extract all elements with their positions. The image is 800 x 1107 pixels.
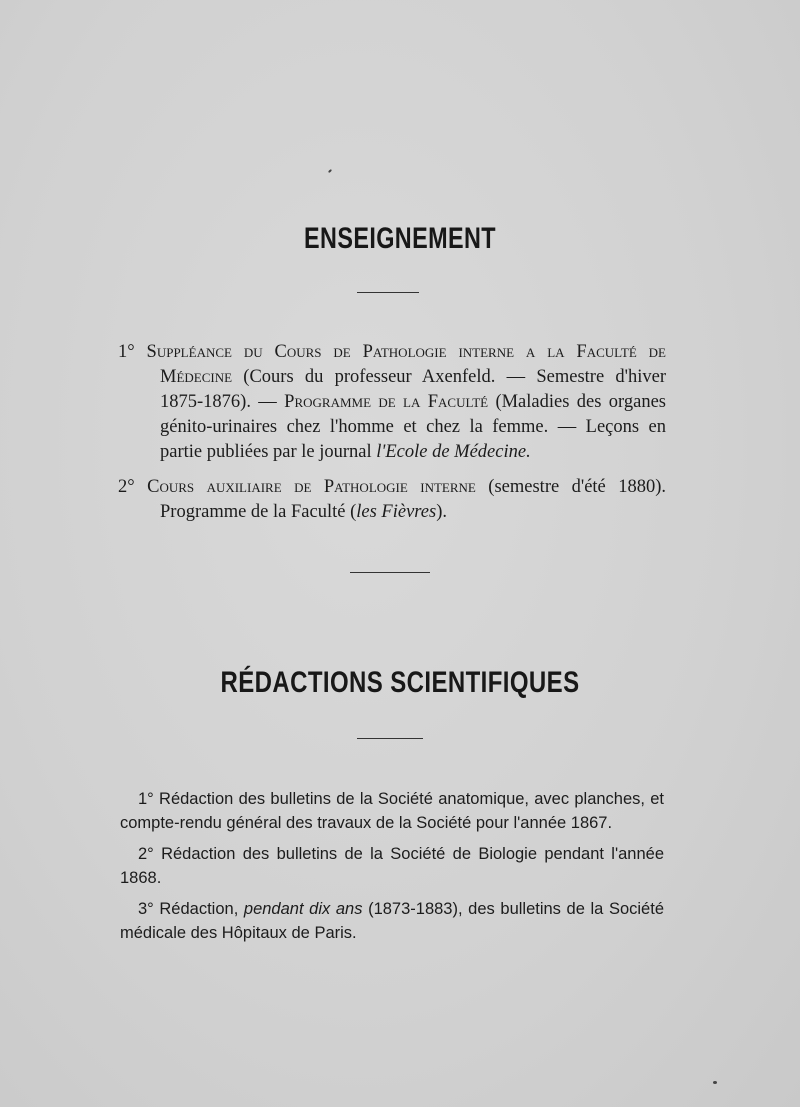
course-title: Cours auxiliaire de Pathologie interne bbox=[147, 477, 476, 497]
journal-name: l'Ecole de Médecine. bbox=[376, 442, 531, 462]
item-text: Rédaction, bbox=[153, 900, 244, 918]
item-text: (1873-1883), des bulletins de la Société médicale des Hôpitaux de Paris. bbox=[120, 900, 664, 942]
section-divider bbox=[350, 572, 430, 573]
item-text: (Cours du professeur Axenfeld. — Semestre d'hiver 1875-1876). — bbox=[160, 367, 666, 412]
program-title: Programme de la Faculté bbox=[284, 392, 489, 412]
editorial-item-2-text bbox=[120, 842, 664, 890]
teaching-item-2-text bbox=[118, 475, 666, 525]
ink-speck bbox=[328, 169, 332, 173]
editorial-item-1-text bbox=[120, 787, 664, 835]
section-title-redactions: RÉDACTIONS SCIENTIFIQUES bbox=[220, 666, 580, 699]
ink-speck bbox=[713, 1081, 717, 1084]
teaching-item-1 bbox=[118, 340, 666, 465]
editorial-item-1 bbox=[120, 787, 664, 835]
title-rule bbox=[357, 738, 423, 739]
item-number: 2° bbox=[118, 477, 135, 497]
item-number: 1° bbox=[138, 790, 154, 808]
item-text: Rédaction des bulletins de la Société de Biologie pendant l'année 1868. bbox=[120, 845, 664, 887]
program-subject: les Fièvres bbox=[356, 502, 437, 522]
title-rule bbox=[357, 292, 419, 293]
editorial-item-3 bbox=[120, 897, 664, 945]
teaching-item-2 bbox=[118, 475, 666, 525]
item-text: Rédaction des bulletins de la Société anatomique, avec planches, et compte-rendu général des travaux de la Société pour l'année 1867. bbox=[120, 790, 664, 832]
item-number: 1° bbox=[118, 342, 135, 362]
teaching-item-1-text bbox=[118, 340, 666, 465]
duration: pendant dix ans bbox=[243, 900, 363, 918]
course-title: Suppléance du Cours de Pathologie interne a la Faculté de Médecine bbox=[146, 342, 667, 387]
item-number: 2° bbox=[138, 845, 154, 863]
section-title-enseignement: ENSEIGNEMENT bbox=[304, 222, 496, 255]
item-text: (semestre d'été 1880). Programme de la Faculté ( bbox=[160, 477, 666, 522]
editorial-item-2 bbox=[120, 842, 664, 890]
item-text: ). bbox=[436, 502, 448, 522]
editorial-item-3-text bbox=[120, 897, 664, 945]
item-number: 3° bbox=[138, 900, 154, 918]
item-text: (Maladies des organes génito-urinaires chez l'homme et chez la femme. — Leçons en partie publiées par le journal bbox=[160, 392, 666, 462]
